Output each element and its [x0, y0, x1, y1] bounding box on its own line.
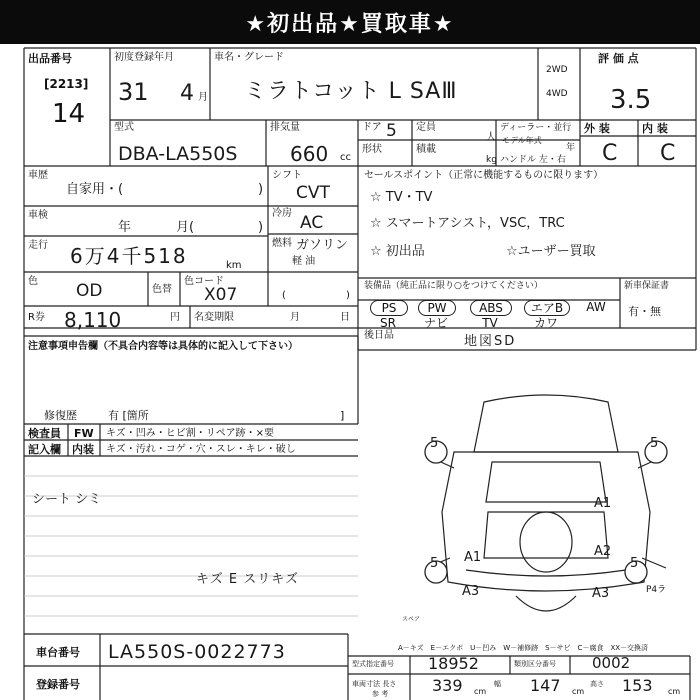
color-value: OD: [76, 281, 103, 301]
registration-label: 初度登録年月: [114, 52, 174, 63]
damage-mark: P4ラ: [646, 585, 667, 595]
sales-point-line: ☆ スマートアシスト，VSC，TRC: [370, 216, 565, 231]
sales-points-label: セールスポイント（正常に機能するものに限ります）: [364, 170, 604, 181]
inspector-interior: 内装: [72, 443, 94, 456]
tire-mark: 5: [430, 556, 439, 571]
fuel-close: ): [346, 290, 350, 301]
body-shape-label: 形状: [362, 144, 382, 155]
aircon-value: AC: [300, 213, 324, 233]
inspector-label: 検査員: [28, 427, 61, 440]
doors-label: ドア: [362, 122, 382, 133]
accessories-label: 後日品: [364, 330, 394, 341]
mileage-unit: km: [226, 260, 242, 271]
fuel-label: 燃料: [272, 238, 292, 249]
displacement-label: 排気量: [270, 122, 300, 133]
sales-point-line: ☆ 初出品: [370, 244, 425, 259]
chassis-number: LA550S-0022773: [108, 641, 286, 663]
height-label: 高さ: [590, 680, 604, 688]
equipment-airbag: エアB: [524, 300, 570, 316]
recycle-value: 8,110: [64, 308, 122, 332]
class-number-value: 0002: [592, 654, 631, 672]
inspector-exterior-defects: キズ・凹み・ヒビ割・リペア跡・×要: [106, 428, 274, 439]
name-change-month: 月: [290, 312, 300, 323]
exterior-label: 外 装: [584, 122, 610, 135]
listing-code: [2213]: [44, 77, 89, 91]
aircon-label: 冷房: [272, 208, 292, 219]
width-label: 幅: [494, 680, 501, 688]
tire-mark: 5: [430, 436, 439, 451]
fuel-diesel: 軽 油: [292, 256, 316, 267]
sales-point-line: ☆ユーザー買取: [506, 244, 596, 259]
equipment-ps: PS: [370, 300, 408, 316]
reference-label: 参 考: [372, 690, 389, 698]
damage-mark: A3: [592, 586, 610, 601]
width-unit: cm: [572, 687, 585, 696]
repair-history-value: 有 [箇所: [108, 409, 149, 422]
damage-legend: A－キズ E－エクボ U－凹み W－補修跡 S－サビ C－腐食 XX－交換済: [398, 644, 649, 652]
accessories-value: 地図SD: [464, 334, 517, 349]
registration-month-unit: 月: [198, 92, 208, 103]
inspection-label: 車検: [28, 210, 48, 221]
damage-mark: A1: [464, 550, 482, 565]
color-repaint-label: 色替: [152, 284, 172, 295]
name-change-day: 日: [340, 312, 350, 323]
tire-mark: 5: [650, 436, 659, 451]
capacity-unit: 人: [486, 132, 496, 143]
drive-4wd: 4WD: [546, 89, 568, 99]
fuel-value: ガソリン: [296, 238, 349, 253]
listing-number: 14: [52, 99, 86, 129]
recycle-label: R券: [28, 312, 45, 323]
registration-month: 4: [180, 81, 194, 106]
displacement-value: 660: [290, 142, 329, 166]
registration-year: 31: [118, 78, 149, 106]
capacity-label: 定員: [416, 122, 436, 133]
load-unit: kg: [486, 155, 497, 165]
length-unit: cm: [474, 687, 487, 696]
warranty-label: 新車保証書: [624, 281, 670, 291]
model-year-label: モデル年式: [502, 136, 542, 145]
type-number-label: 型式指定番号: [352, 660, 394, 668]
load-label: 積載: [416, 144, 436, 155]
damage-mark: A2: [594, 544, 612, 559]
remark-line: キズ E スリキズ: [196, 572, 299, 587]
height-value: 153: [622, 676, 653, 695]
equipment-navi: ナビ: [423, 316, 448, 330]
warranty-value: 有・無: [628, 305, 661, 318]
dealer-label: ディーラー・並行: [500, 123, 572, 133]
inspection-month: 月(: [176, 220, 195, 235]
name-change-label: 名変期限: [194, 312, 234, 323]
car-name-label: 車名・グレード: [214, 52, 284, 63]
inspector-interior-defects: キズ・汚れ・コゲ・穴・スレ・キレ・破し: [106, 444, 296, 455]
auction-sheet: [0, 44, 700, 700]
car-name: ミラトコット L SAⅢ: [244, 79, 458, 104]
history-close: ): [258, 182, 264, 197]
equipment-tv: TV: [482, 316, 498, 330]
damage-mark: A1: [594, 496, 612, 511]
model-value: DBA-LA550S: [118, 143, 238, 165]
grade-score: 3.5: [610, 85, 652, 115]
type-number-value: 18952: [428, 654, 479, 673]
sales-point-line: ☆ TV・TV: [370, 190, 433, 205]
banner-title: ★初出品★買取車★: [245, 11, 455, 37]
spare-label: スペア: [402, 616, 421, 623]
color-code: X07: [204, 285, 238, 305]
length-label: 車両寸法 長さ: [352, 680, 397, 688]
interior-grade: C: [660, 141, 676, 166]
mileage-value: 6万4千518: [70, 244, 188, 268]
grade-label: 評 価 点: [598, 52, 639, 65]
mileage-label: 走行: [28, 240, 48, 251]
inspection-year: 年: [118, 220, 132, 235]
height-unit: cm: [668, 687, 681, 696]
listing-label: 出品番号: [28, 52, 72, 65]
doors-value: 5: [386, 121, 397, 141]
handle-label: ハンドル 左・右: [500, 155, 566, 165]
length-value: 339: [432, 676, 463, 695]
history-label: 車歴: [28, 170, 48, 181]
equipment-label: 装備品（純正品に限り○をつけてください）: [364, 281, 543, 291]
shift-label: シフト: [272, 170, 302, 181]
inspector-entry-label: 記入欄: [28, 443, 61, 456]
inspection-close: ): [258, 220, 264, 235]
class-number-label: 類別区分番号: [514, 660, 556, 668]
shift-value: CVT: [296, 183, 330, 203]
remark-line: シート シミ: [32, 492, 102, 507]
equipment-pw: PW: [418, 300, 456, 316]
equipment-aw: AW: [586, 300, 606, 314]
displacement-unit: cc: [340, 152, 351, 163]
interior-label: 内 装: [642, 122, 668, 135]
model-label: 型式: [114, 122, 134, 133]
recycle-unit: 円: [170, 312, 180, 323]
equipment-abs: ABS: [470, 300, 512, 316]
repair-history-label: 修復歴: [44, 409, 77, 422]
history-value: 自家用・(: [66, 182, 124, 197]
drive-2wd: 2WD: [546, 65, 568, 75]
chassis-label: 車台番号: [36, 646, 80, 659]
width-value: 147: [530, 676, 561, 695]
exterior-grade: C: [602, 141, 618, 166]
color-label: 色: [28, 276, 38, 287]
color-code-label: 色コード: [184, 276, 224, 287]
model-year-unit: 年: [566, 143, 576, 153]
notes-label: 注意事項申告欄（不具合内容等は具体的に記入して下さい）: [28, 341, 298, 352]
fuel-open: (: [282, 290, 286, 301]
repair-history-close: ]: [340, 409, 345, 422]
banner: [0, 0, 700, 44]
tire-mark: 5: [630, 556, 639, 571]
damage-mark: A3: [462, 584, 480, 599]
equipment-leather: カワ: [533, 316, 558, 330]
equipment-sr: SR: [380, 316, 396, 330]
reg-number-label: 登録番号: [36, 678, 80, 691]
inspector-fw: FW: [74, 427, 94, 440]
